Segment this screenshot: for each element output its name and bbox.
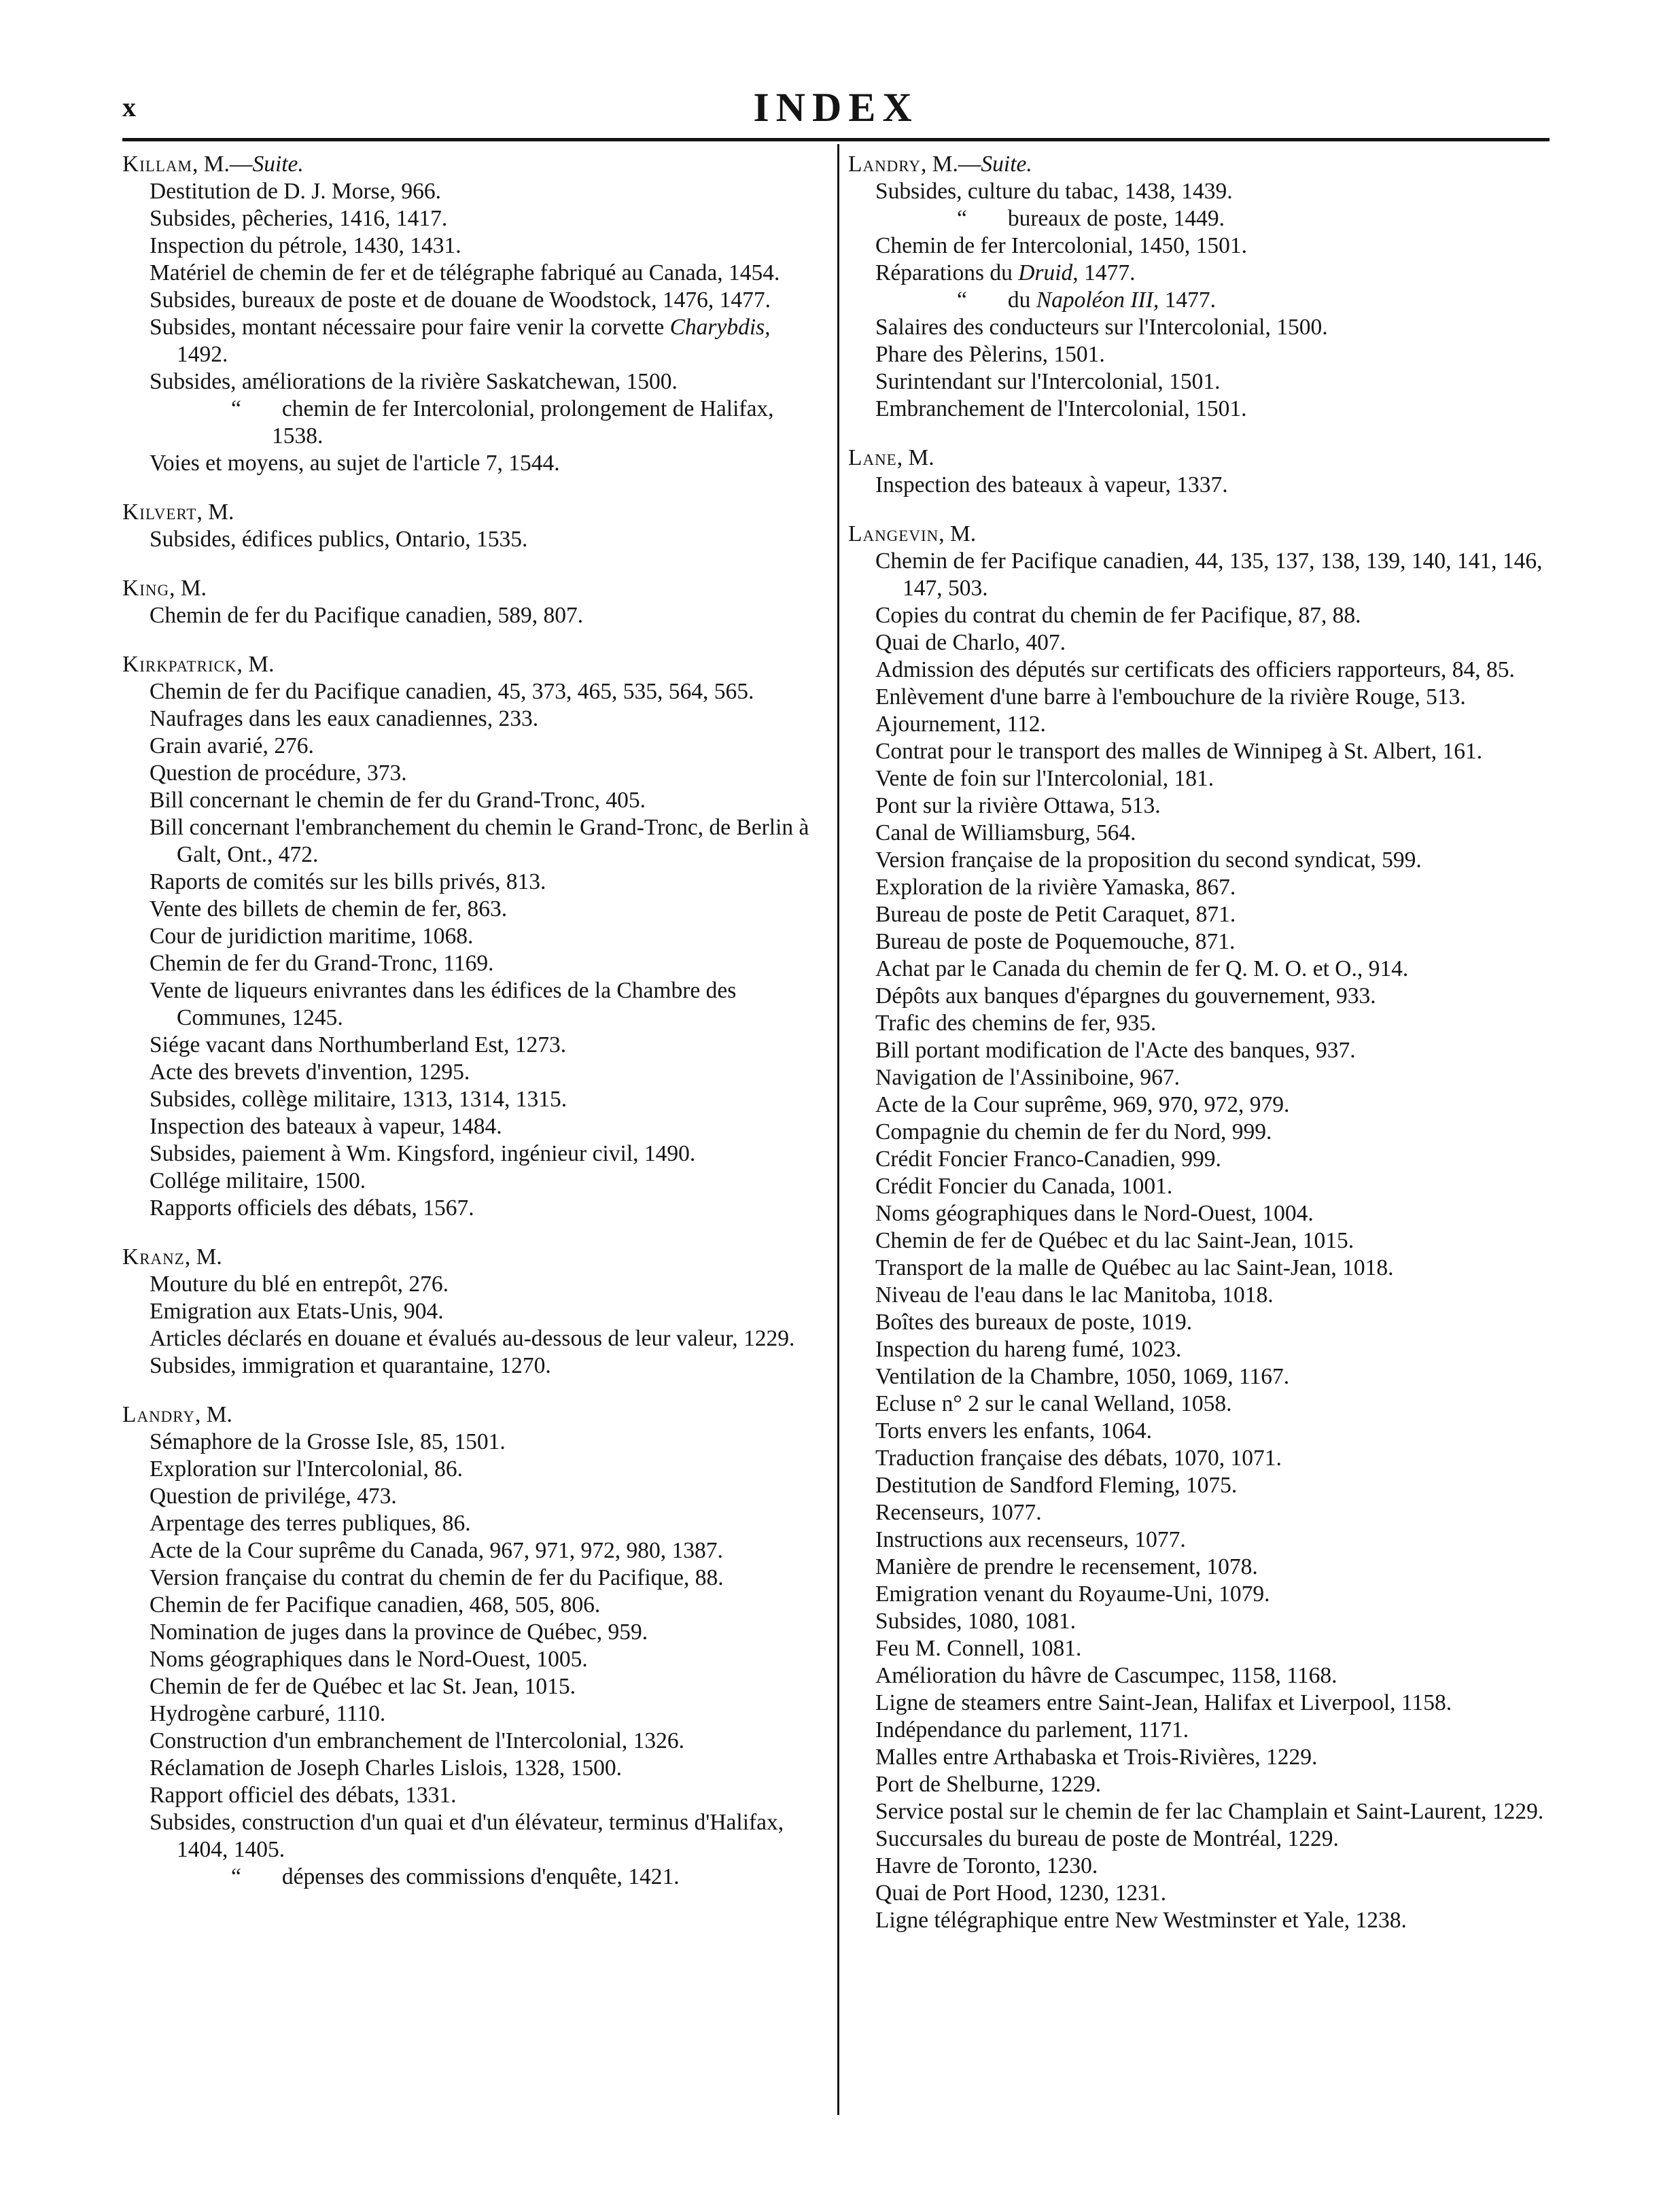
- index-subentry: [848, 1472, 1548, 1499]
- entry-name: Landry: [848, 152, 921, 177]
- index-subentry: [848, 1282, 1548, 1309]
- subentry-text: Canal de Williamsburg, 564.: [875, 820, 1136, 845]
- index-subentry: [122, 1592, 822, 1619]
- subentry-text: Subsides, paiement à Wm. Kingsford, ingénieur civil, 1490.: [150, 1141, 696, 1166]
- subentry-text: Raports de comités sur les bills privés, 813.: [150, 869, 546, 894]
- subentry-text: Chemin de fer du Grand-Tronc, 1169.: [150, 951, 494, 976]
- subentry-text: Collége militaire, 1500.: [150, 1168, 366, 1193]
- entry-name: Landry: [122, 1402, 195, 1427]
- subentry-text: Instructions aux recenseurs, 1077.: [875, 1527, 1186, 1552]
- index-subentry: [848, 396, 1548, 423]
- index-subentry: [122, 1429, 822, 1456]
- subentry-text: Phare des Pèlerins, 1501.: [875, 342, 1105, 367]
- subentry-text: Surintendant sur l'Intercolonial, 1501.: [875, 369, 1221, 394]
- index-subentry: [122, 705, 822, 733]
- index-subentry: [122, 314, 822, 368]
- index-subentry: [122, 950, 822, 977]
- subentry-text: Ventilation de la Chambre, 1050, 1069, 1167.: [875, 1364, 1290, 1389]
- subentry-text: Ecluse n° 2 sur le canal Welland, 1058.: [875, 1391, 1232, 1416]
- subentry-text: Siége vacant dans Northumberland Est, 1273.: [150, 1032, 567, 1057]
- subentry-text: Achat par le Canada du chemin de fer Q. M. O. et O., 914.: [875, 956, 1409, 981]
- subentry-text: Subsides, culture du tabac, 1438, 1439.: [875, 179, 1233, 204]
- index-subentry: [848, 1037, 1548, 1064]
- index-column-left: [122, 151, 822, 1912]
- index-entry: [122, 499, 822, 553]
- index-subentry: [848, 1662, 1548, 1690]
- index-entry: [848, 151, 1548, 423]
- subentry-text: Rapports officiels des débats, 1567.: [150, 1195, 474, 1221]
- index-subentry: [122, 1673, 822, 1700]
- subentry-text: Acte de la Cour suprême du Canada, 967, 971, 972, 980, 1387.: [150, 1538, 723, 1563]
- index-subentry: [848, 1091, 1548, 1119]
- entry-suffix: , M.: [194, 1402, 232, 1427]
- index-subentry: [122, 1755, 822, 1782]
- index-entry: [122, 651, 822, 1222]
- index-subentry: [122, 923, 822, 950]
- index-entry: [848, 521, 1548, 1934]
- ditto-mark: “: [957, 287, 967, 313]
- index-subentry: [848, 368, 1548, 396]
- subentry-text: Chemin de fer du Pacifique canadien, 45, 373, 465, 535, 564, 565.: [150, 679, 754, 704]
- index-subentry: [848, 1825, 1548, 1853]
- entry-heading: [122, 1244, 822, 1271]
- subentry-text: Inspection des bateaux à vapeur, 1484.: [150, 1114, 502, 1139]
- index-subentry: [122, 1032, 822, 1059]
- index-subentry: [848, 1798, 1548, 1825]
- index-subentry: [848, 1390, 1548, 1418]
- subentry-text: Quai de Charlo, 407.: [875, 630, 1066, 655]
- entry-heading: [848, 444, 1548, 472]
- subentry-text: Quai de Port Hood, 1230, 1231.: [875, 1881, 1167, 1906]
- index-subentry: [848, 1227, 1548, 1255]
- index-subentry: [848, 1418, 1548, 1445]
- index-subentry: [848, 1717, 1548, 1744]
- entry-suffix: , M.: [896, 445, 934, 470]
- entry-suffix: , M.: [196, 500, 234, 525]
- subentry-text: Destitution de D. J. Morse, 966.: [150, 179, 441, 204]
- subentry-text: Ligne télégraphique entre New Westminster et Yale, 1238.: [875, 1908, 1407, 1933]
- subentry-text: dépenses des commissions d'enquête, 1421.: [281, 1864, 680, 1889]
- subentry-text: Chemin de fer du Pacifique canadien, 589, 807.: [150, 603, 584, 628]
- page-number: x: [122, 92, 136, 122]
- index-subentry: [848, 1363, 1548, 1390]
- index-subentry: [122, 1782, 822, 1809]
- subentry-text-end: 1477.: [1159, 287, 1216, 313]
- subentry-text: Subsides, pêcheries, 1416, 1417.: [150, 206, 448, 231]
- entry-suffix: , M.: [184, 1244, 222, 1270]
- index-subentry: [848, 287, 1548, 314]
- index-subentry: [848, 1526, 1548, 1554]
- subentry-text: Ajournement, 112.: [875, 712, 1046, 737]
- index-subentry: [122, 1728, 822, 1755]
- entry-suffix: , M.—: [192, 152, 253, 177]
- index-subentry: [122, 1456, 822, 1483]
- index-subentry: [122, 787, 822, 814]
- index-subentry: [848, 738, 1548, 765]
- subentry-text: Inspection du pétrole, 1430, 1431.: [150, 233, 461, 258]
- header-rule: [122, 138, 1550, 141]
- index-subentry: [848, 548, 1548, 602]
- subentry-text: Vente de liqueurs enivrantes dans les édifices de la Chambre des Communes, 1245.: [150, 978, 737, 1030]
- subentry-text: Subsides, édifices publics, Ontario, 1535.: [150, 527, 528, 552]
- subentry-text: Salaires des conducteurs sur l'Intercolonial, 1500.: [875, 315, 1328, 340]
- subentry-text: Subsides, construction d'un quai et d'un élévateur, terminus d'Halifax, 1404, 1405.: [150, 1810, 784, 1862]
- subentry-text: Embranchement de l'Intercolonial, 1501.: [875, 396, 1247, 421]
- index-subentry: [122, 260, 822, 287]
- subentry-text: Grain avarié, 276.: [150, 733, 314, 758]
- index-subentry: [848, 232, 1548, 260]
- subentry-text: Compagnie du chemin de fer du Nord, 999.: [875, 1119, 1272, 1144]
- entry-heading: [122, 151, 822, 178]
- subentry-italic: Napoléon III,: [1036, 287, 1159, 313]
- index-subentry: [122, 977, 822, 1032]
- index-subentry: [122, 814, 822, 869]
- ditto-mark: “: [231, 1864, 241, 1889]
- index-subentry: [848, 956, 1548, 983]
- index-subentry: [848, 1064, 1548, 1091]
- subentry-text: chemin de fer Intercolonial, prolongement de Halifax, 1538.: [272, 396, 774, 449]
- subentry-text: Chemin de fer Pacifique canadien, 44, 135, 137, 138, 139, 140, 141, 146, 147, 503.: [875, 548, 1543, 601]
- subentry-text: Manière de prendre le recensement, 1078.: [875, 1554, 1258, 1579]
- subentry-text: Boîtes des bureaux de poste, 1019.: [875, 1310, 1193, 1335]
- subentry-text: Arpentage des terres publiques, 86.: [150, 1511, 471, 1536]
- ditto-mark: “: [957, 206, 967, 231]
- index-subentry: [122, 1325, 822, 1352]
- subentry-text: Construction d'un embranchement de l'Intercolonial, 1326.: [150, 1728, 685, 1753]
- index-subentry: [848, 1907, 1548, 1934]
- index-entry: [122, 1401, 822, 1891]
- subentry-text: Crédit Foncier Franco-Canadien, 999.: [875, 1147, 1221, 1172]
- index-subentry: [848, 711, 1548, 738]
- subentry-text: Bureau de poste de Petit Caraquet, 871.: [875, 902, 1236, 927]
- entry-suffix: , M.: [169, 576, 207, 601]
- index-subentry: [122, 733, 822, 760]
- entry-suffix: , M.: [939, 521, 977, 546]
- index-subentry: [848, 260, 1548, 287]
- column-divider: [837, 144, 839, 2115]
- index-subentry: [848, 657, 1548, 684]
- entry-suffix: , M.: [237, 652, 275, 677]
- subentry-text: Chemin de fer de Québec et lac St. Jean, 1015.: [150, 1674, 576, 1699]
- subentry-text-end: 1477.: [1078, 260, 1136, 285]
- subentry-text: Port de Shelburne, 1229.: [875, 1772, 1102, 1797]
- subentry-text: Vente des billets de chemin de fer, 863.: [150, 896, 508, 922]
- index-subentry: [848, 1690, 1548, 1717]
- subentry-text: Navigation de l'Assiniboine, 967.: [875, 1065, 1180, 1090]
- index-subentry: [848, 1445, 1548, 1472]
- subentry-text: Rapport officiel des débats, 1331.: [150, 1783, 457, 1808]
- subentry-text: Bill concernant l'embranchement du chemin le Grand-Tronc, de Berlin à Galt, Ont., 472.: [150, 815, 809, 867]
- index-subentry: [848, 341, 1548, 368]
- subentry-text: Bill portant modification de l'Acte des banques, 937.: [875, 1038, 1356, 1063]
- subentry-text: Dépôts aux banques d'épargnes du gouvernement, 933.: [875, 983, 1376, 1009]
- subentry-text: Voies et moyens, au sujet de l'article 7, 1544.: [150, 451, 560, 476]
- subentry-text: Admission des députés sur certificats des officiers rapporteurs, 84, 85.: [875, 657, 1515, 682]
- subentry-text: Chemin de fer Intercolonial, 1450, 1501.: [875, 233, 1248, 258]
- subentry-text: Noms géographiques dans le Nord-Ouest, 1004.: [875, 1201, 1314, 1226]
- index-subentry: [122, 1809, 822, 1864]
- subentry-text: Version française de la proposition du second syndicat, 599.: [875, 847, 1422, 873]
- index-subentry: [848, 901, 1548, 928]
- subentry-text: Hydrogène carburé, 1110.: [150, 1701, 386, 1726]
- subentry-text: Malles entre Arthabaska et Trois-Rivières, 1229.: [875, 1745, 1318, 1770]
- subentry-text: Réclamation de Joseph Charles Lislois, 1328, 1500.: [150, 1755, 623, 1781]
- index-subentry: [848, 1608, 1548, 1635]
- subentry-text: Transport de la malle de Québec au lac Saint-Jean, 1018.: [875, 1255, 1394, 1280]
- index-subentry: [848, 1554, 1548, 1581]
- subentry-text: Trafic des chemins de fer, 935.: [875, 1011, 1157, 1036]
- index-subentry: [122, 1059, 822, 1086]
- subentry-text: Bill concernant le chemin de fer du Grand-Tronc, 405.: [150, 788, 646, 813]
- entry-heading: [122, 651, 822, 678]
- subentry-text-end: 1492.: [177, 342, 228, 367]
- subentry-italic: Charybdis,: [669, 315, 771, 340]
- index-subentry: [848, 1771, 1548, 1798]
- index-subentry: [848, 314, 1548, 341]
- index-subentry: [122, 1352, 822, 1380]
- index-subentry: [848, 765, 1548, 792]
- subentry-text: Havre de Toronto, 1230.: [875, 1853, 1098, 1878]
- index-subentry: [122, 287, 822, 314]
- index-subentry: [122, 1086, 822, 1113]
- subentry-text: Réparations du: [875, 260, 1019, 285]
- index-subentry: [122, 1483, 822, 1510]
- subentry-text: Contrat pour le transport des malles de Winnipeg à St. Albert, 161.: [875, 739, 1483, 764]
- subentry-text: Destitution de Sandford Fleming, 1075.: [875, 1473, 1238, 1498]
- index-subentry: [848, 1880, 1548, 1907]
- index-subentry: [122, 205, 822, 232]
- subentry-text: Noms géographiques dans le Nord-Ouest, 1005.: [150, 1647, 588, 1672]
- index-subentry: [848, 1744, 1548, 1771]
- index-subentry: [848, 1200, 1548, 1227]
- index-subentry: [122, 396, 822, 450]
- subentry-text: Recenseurs, 1077.: [875, 1500, 1042, 1525]
- entry-name: King: [122, 576, 170, 601]
- subentry-text: Subsides, améliorations de la rivière Saskatchewan, 1500.: [150, 369, 678, 394]
- subentry-text: Chemin de fer de Québec et du lac Saint-Jean, 1015.: [875, 1228, 1354, 1253]
- entry-name: Lane: [848, 445, 897, 470]
- subentry-text: Subsides, collège militaire, 1313, 1314, 1315.: [150, 1087, 567, 1112]
- page-header: [122, 80, 1550, 141]
- index-subentry: [848, 1119, 1548, 1146]
- index-subentry: [848, 1309, 1548, 1336]
- index-subentry: [122, 760, 822, 787]
- index-subentry: [122, 896, 822, 923]
- index-subentry: [122, 1113, 822, 1140]
- index-subentry: [848, 847, 1548, 874]
- entry-suite: Suite.: [981, 152, 1032, 177]
- subentry-text: Service postal sur le chemin de fer lac Champlain et Saint-Laurent, 1229.: [875, 1799, 1544, 1824]
- subentry-text: Succursales du bureau de poste de Montréal, 1229.: [875, 1826, 1339, 1851]
- subentry-text: Feu M. Connell, 1081.: [875, 1636, 1082, 1661]
- subentry-text: Question de procédure, 373.: [150, 760, 407, 786]
- subentry-text: Enlèvement d'une barre à l'embouchure de la rivière Rouge, 513.: [875, 684, 1466, 710]
- index-subentry: [122, 450, 822, 477]
- index-subentry: [848, 1581, 1548, 1608]
- index-subentry: [122, 1271, 822, 1298]
- index-subentry: [122, 1537, 822, 1564]
- subentry-text: Subsides, immigration et quarantaine, 1270.: [150, 1353, 551, 1378]
- index-subentry: [122, 869, 822, 896]
- subentry-text: Subsides, 1080, 1081.: [875, 1609, 1077, 1634]
- entry-heading: [848, 151, 1548, 178]
- index-subentry: [848, 1010, 1548, 1037]
- subentry-text: Amélioration du hâvre de Cascumpec, 1158, 1168.: [875, 1663, 1337, 1688]
- subentry-text: Ligne de steamers entre Saint-Jean, Halifax et Liverpool, 1158.: [875, 1690, 1452, 1715]
- entry-suite: Suite.: [252, 152, 304, 177]
- index-subentry: [122, 178, 822, 205]
- subentry-text: Matériel de chemin de fer et de télégraphe fabriqué au Canada, 1454.: [150, 260, 780, 285]
- index-entry: [122, 151, 822, 477]
- index-subentry: [848, 602, 1548, 629]
- subentry-text: Articles déclarés en douane et évalués au-dessous de leur valeur, 1229.: [150, 1326, 795, 1351]
- index-subentry: [848, 1146, 1548, 1173]
- index-subentry: [122, 232, 822, 260]
- entry-name: Kilvert: [122, 500, 197, 525]
- subentry-text: Question de privilége, 473.: [150, 1484, 397, 1509]
- entry-suffix: , M.—: [920, 152, 981, 177]
- index-subentry: [848, 1336, 1548, 1363]
- index-subentry: [848, 205, 1548, 232]
- subentry-text: Exploration sur l'Intercolonial, 86.: [150, 1456, 463, 1482]
- subentry-text: Subsides, bureaux de poste et de douane de Woodstock, 1476, 1477.: [150, 287, 771, 313]
- subentry-text: Version française du contrat du chemin de fer du Pacifique, 88.: [150, 1565, 724, 1590]
- page-title: INDEX: [753, 85, 919, 130]
- index-subentry: [848, 1635, 1548, 1662]
- ditto-mark: “: [231, 396, 241, 421]
- subentry-italic: Druid,: [1018, 260, 1079, 285]
- subentry-text: Indépendance du parlement, 1171.: [875, 1717, 1189, 1743]
- subentry-text: Niveau de l'eau dans le lac Manitoba, 1018.: [875, 1282, 1274, 1308]
- entry-name: Kirkpatrick: [122, 652, 237, 677]
- index-subentry: [122, 1700, 822, 1728]
- index-subentry: [848, 820, 1548, 847]
- index-subentry: [848, 874, 1548, 901]
- subentry-text: bureaux de poste, 1449.: [1007, 206, 1225, 231]
- subentry-text: Pont sur la rivière Ottawa, 513.: [875, 793, 1161, 818]
- entry-heading: [122, 575, 822, 602]
- subentry-text: Mouture du blé en entrepôt, 276.: [150, 1272, 449, 1297]
- index-subentry: [122, 1864, 822, 1891]
- subentry-text: Vente de foin sur l'Intercolonial, 181.: [875, 766, 1214, 791]
- index-column-right: [848, 151, 1548, 1956]
- entry-name: Langevin: [848, 521, 939, 546]
- subentry-text: Torts envers les enfants, 1064.: [875, 1418, 1153, 1444]
- index-entry: [848, 444, 1548, 499]
- index-subentry: [848, 684, 1548, 711]
- subentry-text: Nomination de juges dans la province de Québec, 959.: [150, 1620, 648, 1645]
- index-subentry: [848, 1499, 1548, 1526]
- index-subentry: [122, 602, 822, 629]
- subentry-text: Traduction française des débats, 1070, 1071.: [875, 1446, 1282, 1471]
- index-subentry: [122, 1510, 822, 1537]
- index-subentry: [848, 983, 1548, 1010]
- index-subentry: [848, 1853, 1548, 1880]
- index-subentry: [122, 1140, 822, 1168]
- subentry-text: Exploration de la rivière Yamaska, 867.: [875, 875, 1236, 900]
- index-subentry: [122, 1619, 822, 1646]
- index-subentry: [122, 678, 822, 705]
- index-entry: [122, 575, 822, 629]
- index-subentry: [848, 928, 1548, 956]
- subentry-text: Inspection des bateaux à vapeur, 1337.: [875, 472, 1228, 497]
- index-subentry: [122, 1298, 822, 1325]
- entry-name: Kranz: [122, 1244, 185, 1270]
- index-subentry: [848, 1173, 1548, 1200]
- entry-heading: [122, 1401, 822, 1429]
- entry-name: Killam: [122, 152, 193, 177]
- index-subentry: [122, 1564, 822, 1592]
- subentry-text: Acte des brevets d'invention, 1295.: [150, 1060, 470, 1085]
- subentry-text: Emigration venant du Royaume-Uni, 1079.: [875, 1581, 1270, 1607]
- index-subentry: [122, 368, 822, 396]
- subentry-text: Copies du contrat du chemin de fer Pacifique, 87, 88.: [875, 603, 1361, 628]
- index-subentry: [122, 1195, 822, 1222]
- subentry-text: Naufrages dans les eaux canadiennes, 233.: [150, 706, 539, 731]
- index-subentry: [848, 792, 1548, 820]
- index-subentry: [122, 1646, 822, 1673]
- index-subentry: [122, 1168, 822, 1195]
- index-entry: [122, 1244, 822, 1380]
- index-subentry: [848, 1255, 1548, 1282]
- index-subentry: [848, 472, 1548, 499]
- subentry-text: Acte de la Cour suprême, 969, 970, 972, 979.: [875, 1092, 1290, 1117]
- index-subentry: [848, 629, 1548, 657]
- subentry-text: Sémaphore de la Grosse Isle, 85, 1501.: [150, 1429, 506, 1454]
- subentry-text: Inspection du hareng fumé, 1023.: [875, 1337, 1182, 1362]
- subentry-text: Chemin de fer Pacifique canadien, 468, 505, 806.: [150, 1592, 601, 1617]
- index-subentry: [122, 526, 822, 553]
- entry-heading: [122, 499, 822, 526]
- subentry-text: du: [1007, 287, 1036, 313]
- subentry-text: Crédit Foncier du Canada, 1001.: [875, 1174, 1173, 1199]
- index-subentry: [848, 178, 1548, 205]
- subentry-text: Cour de juridiction maritime, 1068.: [150, 924, 474, 949]
- subentry-text: Emigration aux Etats-Unis, 904.: [150, 1299, 444, 1324]
- subentry-text: Subsides, montant nécessaire pour faire venir la corvette: [150, 315, 670, 340]
- subentry-text: Bureau de poste de Poquemouche, 871.: [875, 929, 1236, 954]
- entry-heading: [848, 521, 1548, 548]
